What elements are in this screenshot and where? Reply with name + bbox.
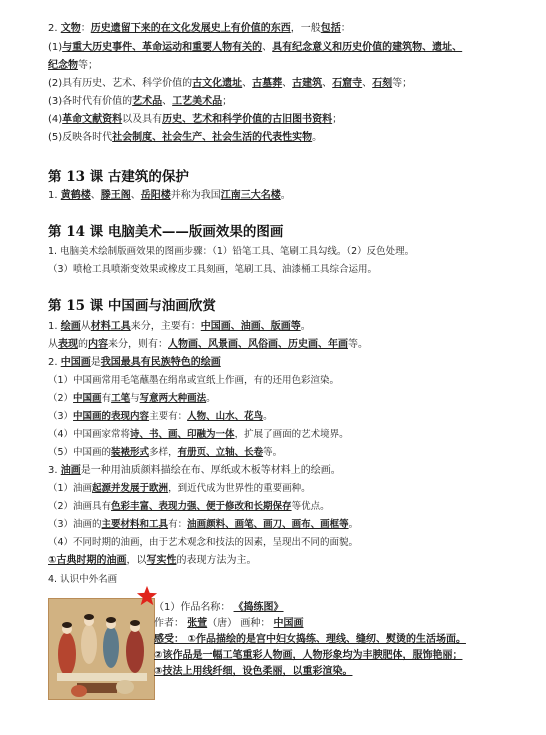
- chinese-painting-intro: 2. 中国画是我国最具有民族特色的绘画: [48, 357, 221, 368]
- relics-item-1-continued: 纪念物等；: [48, 60, 98, 71]
- lesson-13-heading: 第 13 课 古建筑的保护: [48, 169, 189, 185]
- oil-painting-classical-line: ①古典时期的油画，以写实性的表现方法为主。: [48, 555, 257, 566]
- relics-item-2: (2)具有历史、艺术、科学价值的古文化遗址、古墓葬、古建筑、石窟寺、石刻等；: [48, 78, 413, 89]
- chinese-painting-item-5: （5）中国画的装裱形式多样，有册页、立轴、长卷等。: [48, 447, 283, 458]
- lesson-15-heading: 第 15 课 中国画与油画欣赏: [48, 298, 216, 314]
- chinese-painting-item-2: （2）中国画有工笔与写意两大种画法。: [48, 393, 216, 404]
- lesson-14-heading: 第 14 课 电脑美术——版画效果的图画: [48, 224, 284, 240]
- relics-item-5: (5)反映各时代社会制度、社会生产、社会生活的代表性实物。: [48, 132, 323, 143]
- painting-author-line: 作者： 张萱（唐） 画种： 中国画: [154, 618, 304, 629]
- oil-painting-intro: 3. 油画是一种用油质颜料描绘在布、厚纸或木板等材料上的绘画。: [48, 465, 341, 476]
- daolian-painting-illustration: [49, 599, 154, 699]
- lesson-13-line: 1. 黄鹤楼、滕王阁、岳阳楼并称为我国江南三大名楼。: [48, 190, 291, 201]
- chinese-painting-item-4: （4）中国画家常将诗、书、画、印融为一体，扩展了画面的艺术境界。: [48, 429, 349, 440]
- daolian-painting-image: [48, 598, 155, 700]
- oil-painting-item-4: （4）不同时期的油画，由于艺术观念和技法的因素，呈现出不同的面貌。: [48, 537, 359, 548]
- painting-feeling-3: ③技法上用线纤细，设色柔丽，以重彩渲染。: [154, 666, 353, 677]
- oil-painting-item-1: （1）油画起源并发展于欧洲，到近代成为世界性的重要画种。: [48, 483, 311, 494]
- relics-item-4: (4)革命文献资料以及具有历史、艺术和科学价值的古旧图书资料；: [48, 114, 343, 125]
- relics-item-3: (3)各时代有价值的艺术品、工艺美术品；: [48, 96, 233, 107]
- relics-definition-line: 2. 文物：历史遗留下来的在文化发展史上有价值的东西，一般包括：: [48, 23, 351, 34]
- lesson-14-steps-line-1: 1. 电脑美术绘制版画效果的图画步骤：（1）铅笔工具、笔刷工具勾线。（2）反色处理。: [48, 246, 415, 257]
- relics-item-1: (1)与重大历史事件、革命运动和重要人物有关的、具有纪念意义和历史价值的建筑物、遗址、: [48, 42, 463, 53]
- painting-feeling-2: ②该作品是一幅工笔重彩人物画，人物形象均为丰腴肥体，服饰艳丽；: [154, 650, 463, 661]
- chinese-painting-item-1: （1）中国画常用毛笔蘸墨在绢帛或宣纸上作画，有的还用色彩渲染。: [48, 375, 340, 386]
- chinese-painting-item-3: （3）中国画的表现内容主要有：人物、山水、花鸟。: [48, 411, 273, 422]
- oil-painting-item-2: （2）油画具有色彩丰富、表现力强、便于修改和长期保存等优点。: [48, 501, 330, 512]
- painting-name-line: （1）作品名称： 《捣练图》: [154, 602, 284, 613]
- painting-by-content-line: 从表现的内容来分，则有：人物画、风景画、风俗画、历史画、年画等。: [48, 339, 368, 350]
- lesson-14-steps-line-2: （3）喷枪工具喷渐变效果或橡皮工具刻画，笔刷工具、油漆桶工具综合运用。: [48, 264, 378, 275]
- painting-by-material-line: 1. 绘画从材料工具来分，主要有：中国画、油画、版画等。: [48, 321, 311, 332]
- oil-painting-item-3: （3）油画的主要材料和工具有：油画颜料、画笔、画刀、画布、画框等。: [48, 519, 359, 530]
- famous-paintings-heading: 4. 认识中外名画: [48, 574, 118, 585]
- painting-feeling-1: 感受： ①作品描绘的是宫中妇女捣练、理线、缝纫、熨烫的生活场面。: [154, 634, 466, 645]
